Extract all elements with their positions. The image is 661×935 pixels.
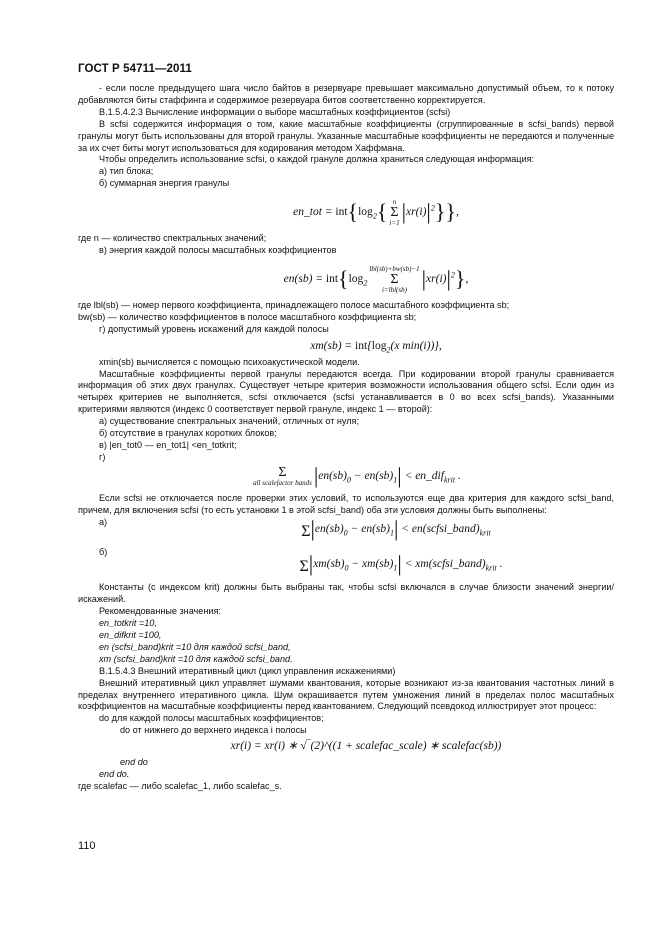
paragraph: где n — количество спектральных значений; [78, 233, 267, 244]
list-item: г) допустимый уровень искажений для каждой полосы [99, 323, 329, 334]
paragraph: Если scfsi не отключается после проверки этих условий, то используются еще два критерия для каждого scfsi_band, причем, для включения scfsi (то есть установки 1 в этой scfsi_band) оба эти условия должны быть выполнены: [78, 492, 614, 515]
paragraph: - если после предыдущего шага число байтов в резервуаре превышает максимально допустимый объем, то к потоку добавляются биты стаффинга и содержимое резервуара битов соответственно корректируется. [78, 83, 614, 105]
paragraph: где scalefac — либо scalefac_1, либо scalefac_s. [78, 780, 282, 791]
list-item: в) |en_tot0 — en_tot1| <en_totkrit; [99, 439, 237, 450]
list-item: а) [99, 516, 108, 527]
formula-xm-sb: $xm(sb) = int\{\log_2(x$ min(i))}, [310, 339, 442, 354]
formula-criterion-b: $\Sigma|xm(sb)_0 - xm(sb)_1|$ < $xm(scfsi\_band)_{krit}$ . [299, 551, 503, 577]
formula-en-tot: en_tot = $int\{\log_2${ n Σ $i=1|xr(i)|^2$}}, [293, 198, 459, 228]
paragraph: Константы (с индексом krit) должны быть выбраны так, чтобы scfsi включался в случае близости значений энергии/искажений. [78, 582, 614, 605]
value-item: xm (scfsi_band)krit =10 для каждой scfsi_band. [99, 653, 293, 664]
list-item: а) существование спектральных значений, отличных от нуля; [99, 416, 360, 427]
list-item: б) суммарная энергия гранулы [99, 178, 230, 189]
page-number: 110 [78, 840, 96, 852]
value-item: en_totkrit =10, [99, 618, 157, 629]
value-item: en (scfsi_band)krit =10 для каждой scfsi_band, [99, 641, 291, 652]
paragraph: где lbl(sb) — номер первого коэффициента, принадлежащего полосе масштабного коэффициента sb; [78, 299, 510, 310]
pseudocode-line: do для каждой полосы масштабных коэффициентов; [99, 713, 324, 724]
section-heading: В.1.5.4.2.3 Вычисление информации о выборе масштабных коэффициентов (scfsi) [99, 106, 451, 117]
formula-criterion-a: $\Sigma|en(sb)_0 - en(sb)_1|$ < $en(scfsi\_band)_{krit}$ [301, 516, 491, 542]
paragraph: Внешний итеративный цикл управляет шумами квантования, которые возникают из-за квантования частотных линий в пределах внутреннего итеративного цикла. Шум окрашивается путем умножения линий в пределах полос масштабных коэффициентов на масштабные коэффициенты перед квантованием. Следующий псевдокод иллюстрирует этот процесс: [78, 677, 614, 712]
page-body [78, 83, 614, 793]
paragraph: В scfsi содержится информация о том, какие масштабные коэффициенты (сгруппированные в scfsi_bands) первой гранулы могут быть использованы для второй гранулы. Указанные масштабные коэффициенты не передаются и полученные за их счет биты могут использоваться для кодирования методом Хаффмана. [78, 118, 614, 153]
paragraph: bw(sb) — количество коэффициентов в полосе масштабного коэффициента sb; [78, 311, 417, 322]
formula-en-sb: $en(sb) = int\{\log_2lbl(sb)+bw(sb)-1$ Σ i=lbl(sb) $|xr(i)|^2$}, [283, 264, 469, 294]
paragraph: Масштабные коэффициенты первой гранулы передаются всегда. При кодировании второй гранулы сравнивается информация об этих двух гранулах. Существует четыре критерия возможности использования общего scfsi. Если один из четырех критериев не выполняется, scfsi отключается (scfsi устанавливается в 0 во всех scfsi_bands). Указанными критериями являются (индекс 0 соответствует первой грануле, индекс 1 — второй): [78, 368, 614, 415]
paragraph: Рекомендованные значения: [99, 606, 221, 617]
section-heading: В.1.5.4.3 Внешний итеративный цикл (цикл управления искажениями) [99, 665, 396, 676]
value-item: en_difkrit =100, [99, 630, 162, 640]
list-item: в) энергия каждой полосы масштабных коэффициентов [99, 245, 337, 256]
list-item: б) [99, 547, 108, 558]
formula-criterion-g: Σ all scalefactor $bands|en(sb)_0 - en(sb)_1|$ < en_dif$_{krit}$ . [253, 462, 461, 488]
formula-pseudocode: xr(i) = xr(i) ∗ √‾(2)^((1 + scalefac_scale) ∗ scalefac(sb)) [230, 740, 502, 753]
paragraph: xmin(sb) вычисляется с помощью психоакустической модели. [99, 356, 360, 367]
pseudocode-line: end do [120, 757, 148, 768]
page-header: ГОСТ Р 54711—2011 [78, 63, 192, 75]
list-item: а) тип блока; [99, 166, 154, 177]
paragraph: Чтобы определить использование scfsi, о каждой грануле должна храниться следующая информация: [99, 154, 535, 165]
list-item: г) [99, 451, 106, 462]
list-item: б) отсутствие в гранулах коротких блоков; [99, 428, 277, 439]
pseudocode-line: end do. [99, 768, 130, 779]
pseudocode-line: do от нижнего до верхнего индекса i полосы [120, 725, 307, 736]
